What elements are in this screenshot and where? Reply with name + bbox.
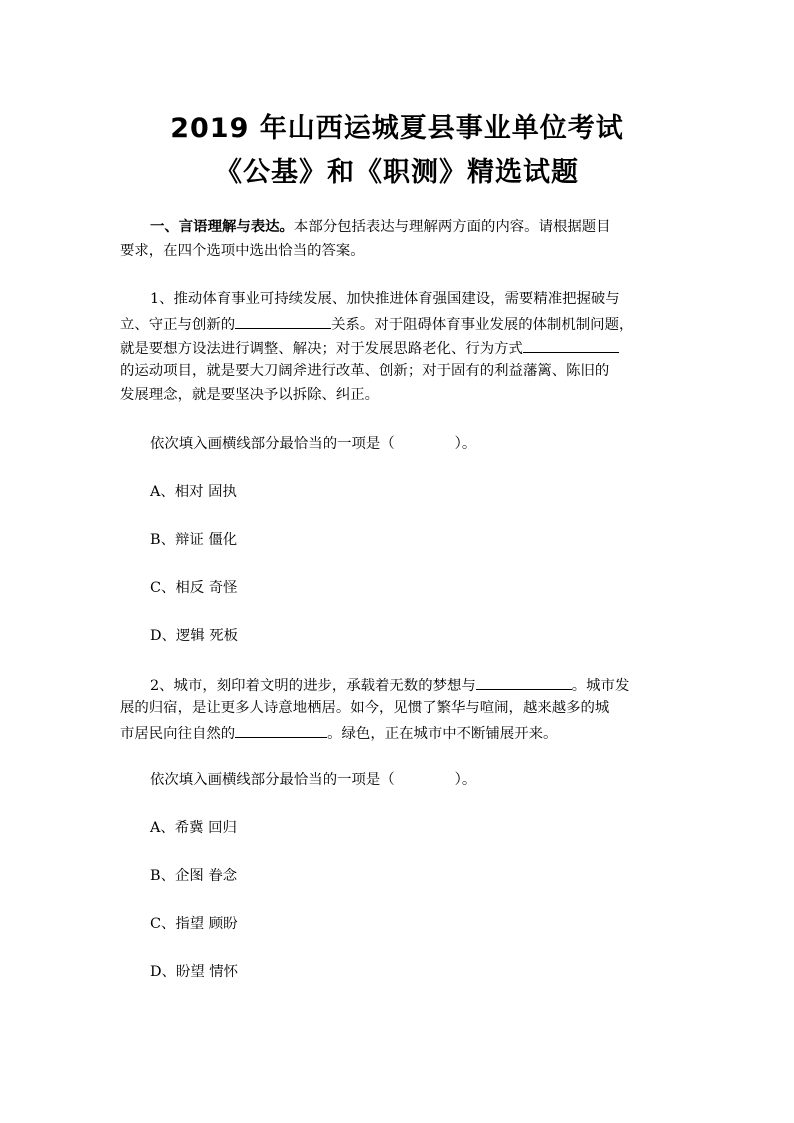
q1-prompt bbox=[150, 437, 476, 451]
q1-option-d: D、逻辑 死板 bbox=[150, 628, 239, 644]
q1-line-5: 发展理念，就是要坚决予以拆除、纠正。 bbox=[120, 387, 380, 403]
q1-line-3 bbox=[120, 340, 619, 356]
q1-text-2a: 立、守正与创新的 bbox=[120, 317, 236, 333]
q2-text-1a: 2、城市，刻印着文明的进步，承载着无数的梦想与 bbox=[150, 678, 476, 694]
q1-line-2 bbox=[120, 316, 633, 332]
q1-prompt-close: ）。 bbox=[454, 436, 477, 452]
q2-text-1b: 。城市发 bbox=[571, 678, 630, 694]
q1-text-2b: 关系。对于阻碍体育事业发展的体制机制问题， bbox=[331, 317, 634, 333]
section-heading: 一、言语理解与表达。 bbox=[150, 219, 294, 235]
q1-blank-2 bbox=[523, 340, 619, 353]
q2-line-3 bbox=[120, 725, 557, 741]
section-intro-line-2: 要求，在四个选项中选出恰当的答案。 bbox=[120, 243, 365, 259]
q2-line-2: 展的归宿，是让更多人诗意地栖居。如今，见惯了繁华与喧闹，越来越多的城 bbox=[120, 700, 610, 716]
section-intro-text: 本部分包括表达与理解两方面的内容。请根据题目 bbox=[293, 219, 611, 235]
q2-option-d: D、盼望 情怀 bbox=[150, 964, 239, 980]
q2-option-b: B、企图 眷念 bbox=[150, 868, 238, 884]
q2-text-3a: 市居民向往自然的 bbox=[120, 726, 236, 742]
q1-line-1: 1、推动体育事业可持续发展、加快推进体育强国建设，需要精准把握破与 bbox=[150, 291, 620, 307]
q2-option-c: C、指望 顾盼 bbox=[150, 916, 238, 932]
q2-prompt-close: ）。 bbox=[454, 772, 477, 788]
q1-option-c: C、相反 奇怪 bbox=[150, 580, 238, 596]
q2-text-3b: 。绿色，正在城市中不断铺展开来。 bbox=[327, 726, 558, 742]
q1-option-b: B、辩证 僵化 bbox=[150, 532, 238, 548]
document-title-line-1: 2019 年山西运城夏县事业单位考试 bbox=[170, 113, 624, 144]
document-title-line-2: 《公基》和《职测》精选试题 bbox=[215, 157, 579, 188]
q2-option-a: A、希冀 回归 bbox=[150, 820, 237, 836]
q2-prompt-text: 依次填入画横线部分最恰当的一项是（ bbox=[150, 772, 395, 788]
section-intro bbox=[150, 220, 611, 234]
q1-line-4: 的运动项目，就是要大刀阔斧进行改革、创新；对于固有的利益藩篱、陈旧的 bbox=[120, 363, 610, 379]
q1-blank-1 bbox=[235, 316, 331, 329]
q1-text-3: 就是要想方设法进行调整、解决；对于发展思路老化、行为方式 bbox=[120, 341, 523, 357]
q2-prompt bbox=[150, 773, 476, 787]
q1-prompt-text: 依次填入画横线部分最恰当的一项是（ bbox=[150, 436, 395, 452]
q2-blank-1 bbox=[476, 677, 572, 690]
q2-blank-2 bbox=[235, 725, 327, 738]
q2-line-1 bbox=[150, 677, 629, 693]
q1-option-a: A、相对 固执 bbox=[150, 484, 237, 500]
